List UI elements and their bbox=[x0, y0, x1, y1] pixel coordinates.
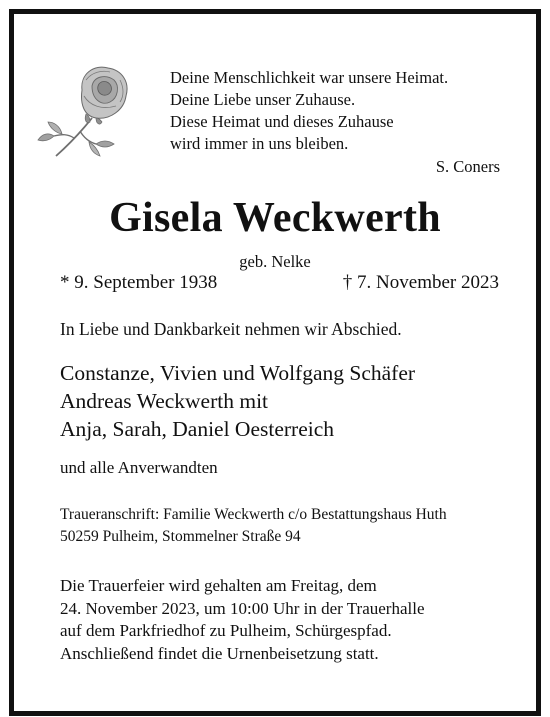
poem-line: Deine Liebe unser Zuhause. bbox=[170, 90, 356, 109]
family-line: Andreas Weckwerth mit bbox=[60, 389, 269, 413]
address-line: Traueranschrift: Familie Weckwerth c/o Bestattungshaus Huth bbox=[60, 506, 447, 523]
service-line: Die Trauerfeier wird gehalten am Freitag, dem bbox=[60, 576, 377, 595]
service-line: 24. November 2023, um 10:00 Uhr in der Trauerhalle bbox=[60, 598, 425, 618]
poem-author: S. Coners bbox=[435, 157, 500, 176]
death-date: † 7. November 2023 bbox=[342, 272, 499, 293]
birth-name: geb. Nelke bbox=[239, 252, 311, 271]
family-line: Constanze, Vivien und Wolfgang Schäfer bbox=[60, 361, 416, 385]
poem-line: Diese Heimat und dieses Zuhause bbox=[170, 112, 394, 131]
life-dates bbox=[60, 272, 499, 298]
farewell-text: In Liebe und Dankbarkeit nehmen wir Abschied. bbox=[60, 319, 402, 339]
relatives-text: und alle Anverwandten bbox=[60, 458, 218, 477]
obituary-content bbox=[14, 14, 536, 711]
poem bbox=[170, 67, 500, 178]
rose-icon bbox=[34, 56, 139, 161]
obituary-border bbox=[9, 9, 541, 716]
family-names bbox=[60, 359, 415, 443]
family-line: Anja, Sarah, Daniel Oesterreich bbox=[60, 417, 335, 441]
service-line: auf dem Parkfriedhof zu Pulheim, Schürgespfad. bbox=[60, 621, 392, 640]
poem-line: Deine Menschlichkeit war unsere Heimat. bbox=[170, 68, 449, 87]
deceased-name: Gisela Weckwerth bbox=[109, 195, 441, 241]
service-line: Anschließend findet die Urnenbeisetzung statt. bbox=[60, 643, 379, 663]
poem-line: wird immer in uns bleiben. bbox=[170, 134, 349, 153]
address-line: 50259 Pulheim, Stommelner Straße 94 bbox=[60, 528, 301, 545]
service-details bbox=[60, 575, 425, 665]
mourning-address bbox=[60, 504, 447, 548]
birth-date: * 9. September 1938 bbox=[60, 272, 218, 293]
